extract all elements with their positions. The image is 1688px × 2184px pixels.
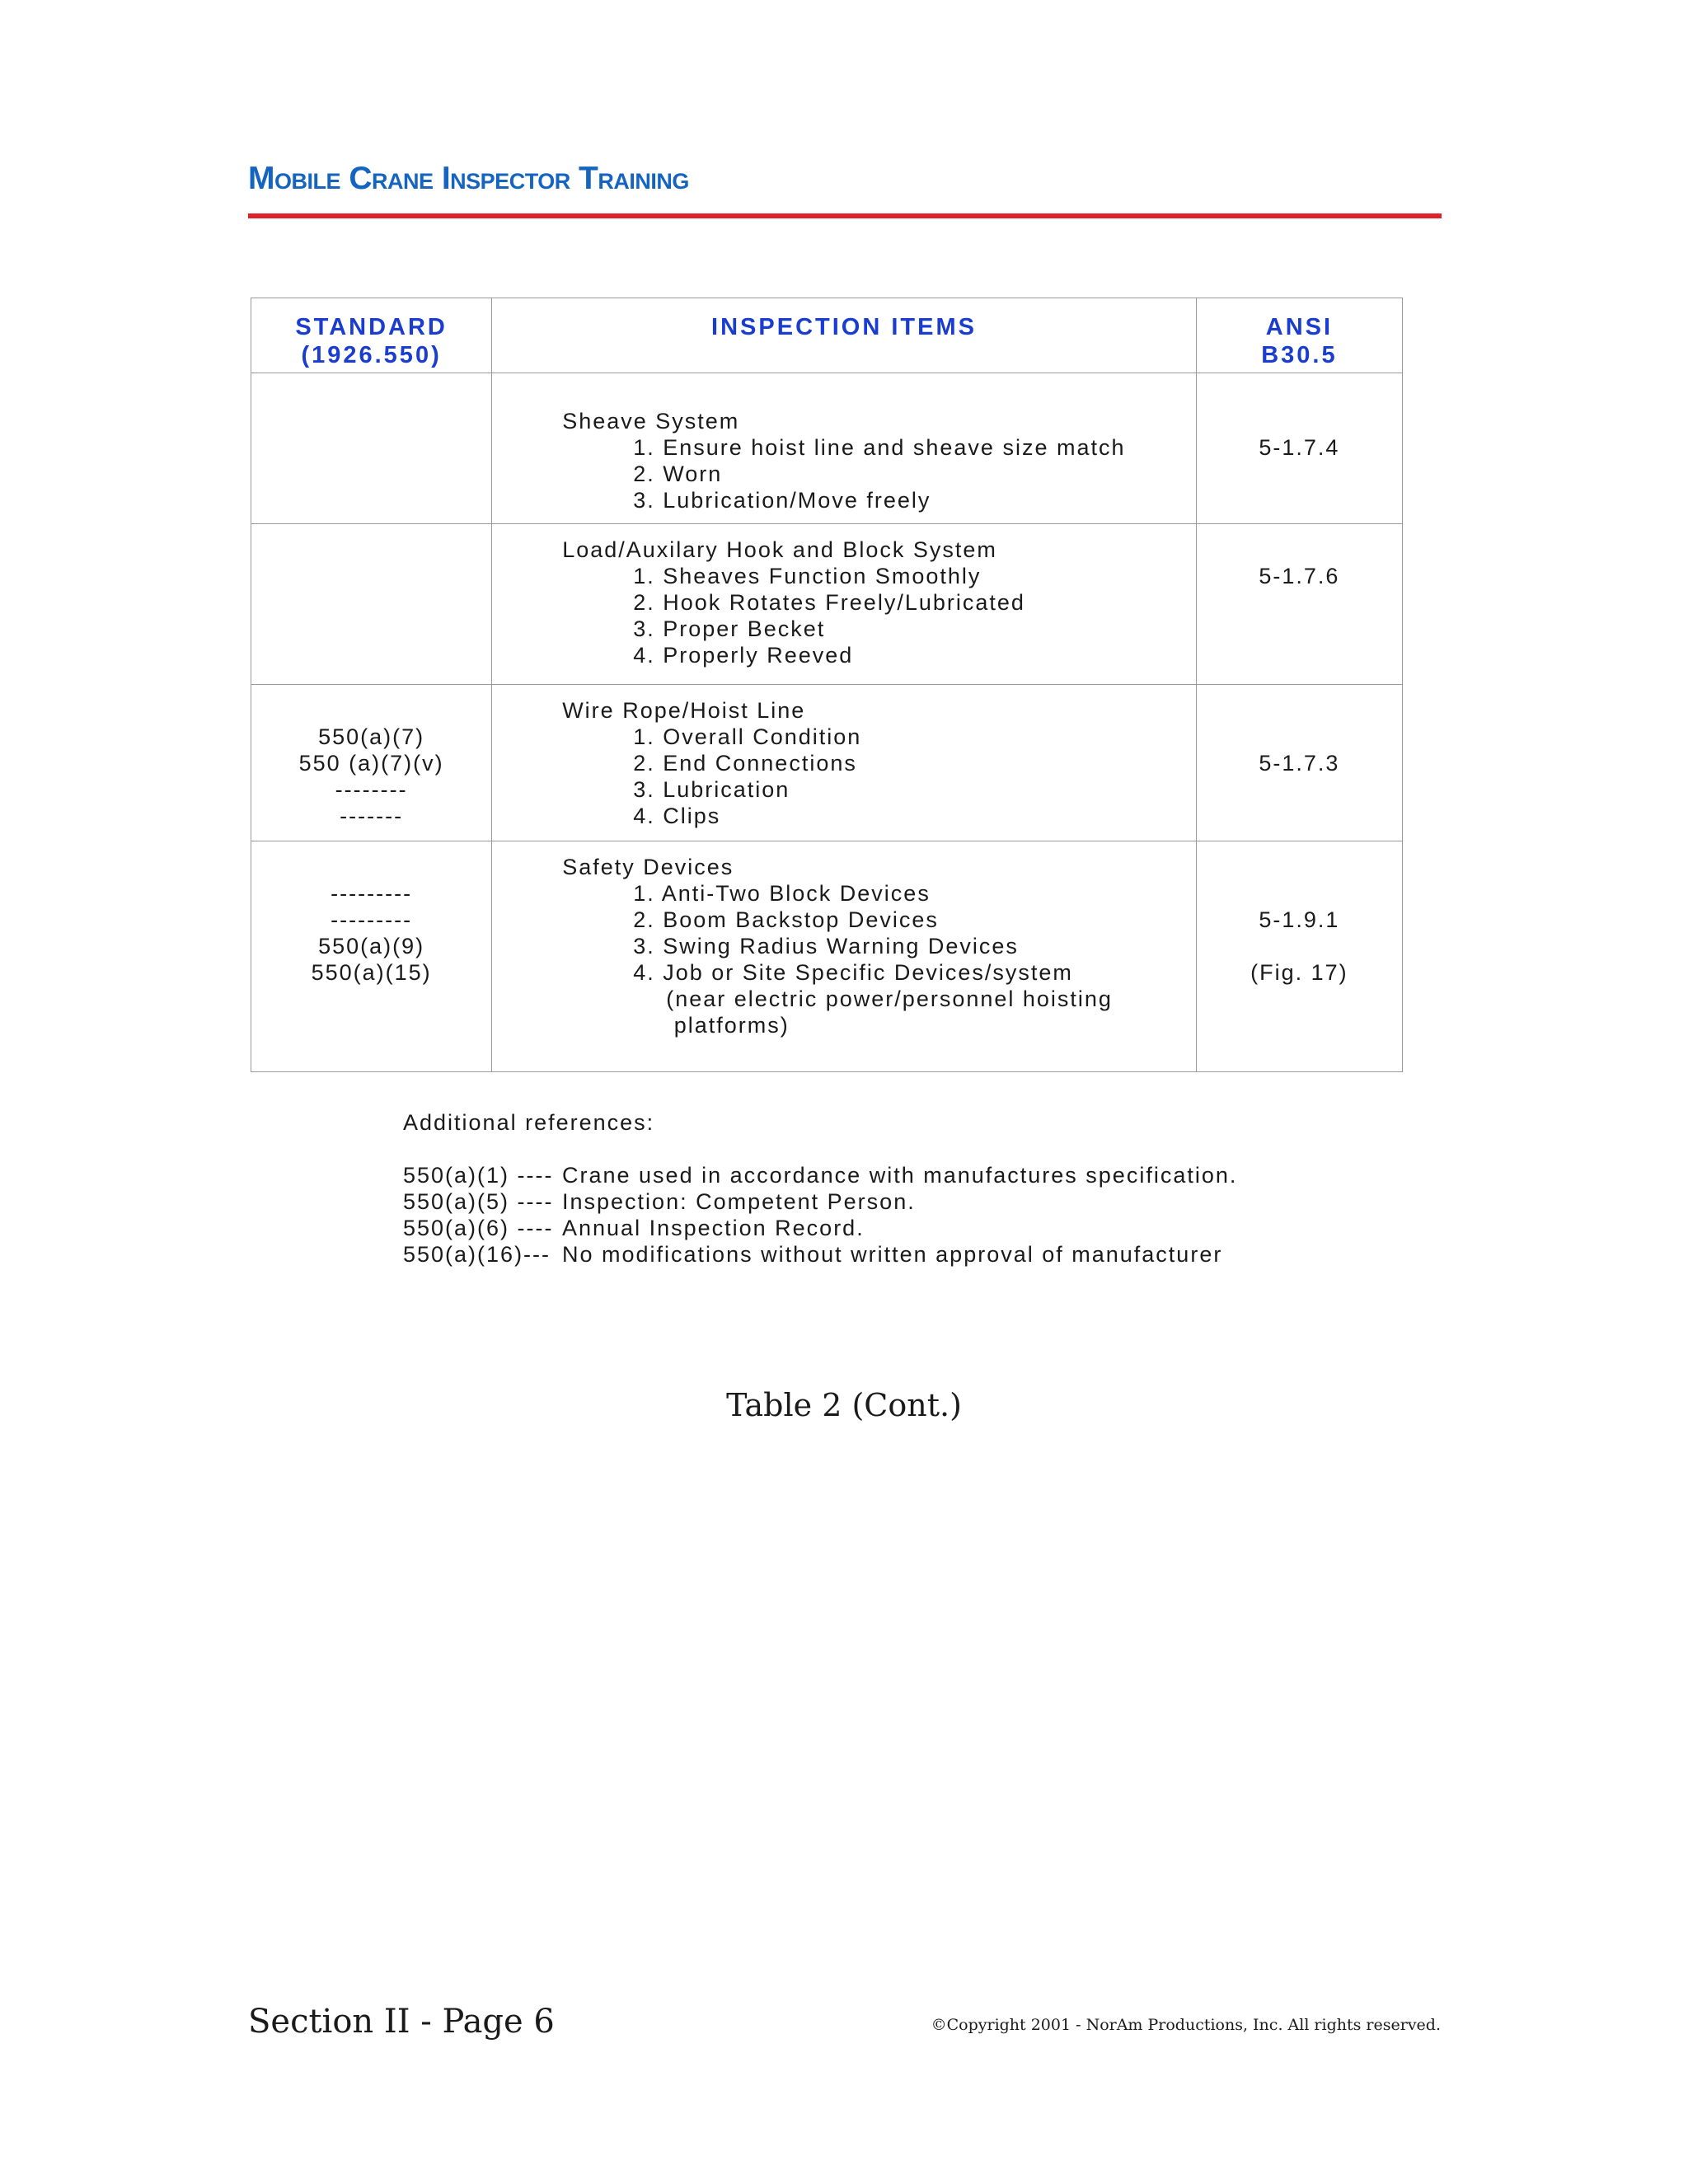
document-header-title: Mobile Crane Inspector Training: [248, 161, 689, 196]
header-standard: [251, 298, 492, 373]
reference-text: Crane used in accordance with manufactures specification.: [562, 1163, 1238, 1188]
ansi-reference: 5-1.7.3: [1259, 751, 1340, 776]
table-row: [251, 685, 1403, 841]
table-row: [251, 524, 1403, 685]
standard-reference: ---------: [331, 881, 413, 906]
additional-references: [403, 1109, 1237, 1268]
ansi-reference: 5-1.7.4: [1259, 435, 1340, 460]
standard-reference: 550 (a)(7)(v): [298, 751, 444, 776]
standard-cell: [251, 524, 492, 685]
inspection-item-note: (near electric power/personnel hoisting: [666, 987, 1113, 1011]
reference-code: 550(a)(16)---: [403, 1242, 551, 1267]
header-divider: [248, 213, 1442, 218]
standard-reference: -------: [340, 804, 404, 828]
header-standard-line1: STANDARD: [295, 314, 448, 340]
inspection-item: 1. Ensure hoist line and sheave size match: [633, 435, 1126, 460]
header-items-label: INSPECTION ITEMS: [711, 314, 977, 340]
reference-row: [403, 1188, 1237, 1215]
ansi-figure-reference: (Fig. 17): [1250, 960, 1348, 985]
item-group-title: Wire Rope/Hoist Line: [562, 698, 806, 723]
ansi-spacer: [1197, 933, 1402, 959]
header-ansi-line2: B30.5: [1261, 342, 1338, 368]
reference-row: [403, 1241, 1237, 1268]
inspection-item: 2. Boom Backstop Devices: [633, 907, 939, 932]
items-cell: [492, 685, 1197, 841]
standard-cell: [251, 373, 492, 524]
header-standard-line2: (1926.550): [301, 342, 442, 368]
additional-references-heading: Additional references:: [403, 1110, 655, 1135]
inspection-item: 4. Properly Reeved: [633, 643, 854, 668]
inspection-item: 1. Sheaves Function Smoothly: [633, 564, 982, 588]
copyright-notice: ©Copyright 2001 - NorAm Productions, Inc. All rights reserved.: [931, 2016, 1441, 2034]
standard-reference: 550(a)(7): [318, 724, 425, 749]
page-number: Section II - Page 6: [248, 2003, 555, 2041]
standard-cell: [251, 685, 492, 841]
ansi-cell: [1196, 685, 1402, 841]
standard-reference: 550(a)(9): [318, 934, 425, 958]
reference-row: [403, 1162, 1237, 1188]
ansi-cell: [1196, 841, 1402, 1072]
table-caption: Table 2 (Cont.): [726, 1387, 962, 1423]
ansi-reference: 5-1.9.1: [1259, 907, 1340, 932]
standard-cell: [251, 841, 492, 1072]
ansi-reference: 5-1.7.6: [1259, 564, 1340, 588]
items-cell: [492, 373, 1197, 524]
inspection-item: 3. Lubrication/Move freely: [633, 488, 931, 513]
items-cell: [492, 524, 1197, 685]
inspection-item: 3. Lubrication: [633, 777, 790, 802]
inspection-table: [251, 298, 1403, 1072]
inspection-item-note: platforms): [666, 1013, 790, 1038]
standard-reference: 550(a)(15): [311, 960, 432, 985]
table-row: [251, 373, 1403, 524]
inspection-item: 4. Job or Site Specific Devices/system: [633, 960, 1073, 985]
inspection-item: 3. Swing Radius Warning Devices: [633, 934, 1019, 958]
inspection-item: 2. Worn: [633, 462, 723, 486]
item-group-title: Safety Devices: [562, 855, 734, 879]
item-group-title: Sheave System: [562, 409, 740, 434]
standard-reference: --------: [335, 777, 408, 802]
reference-row: [403, 1215, 1237, 1241]
header-ansi: [1196, 298, 1402, 373]
reference-text: Inspection: Competent Person.: [562, 1189, 916, 1214]
inspection-item: 4. Clips: [633, 804, 721, 828]
header-ansi-line1: ANSI: [1265, 314, 1334, 340]
header-inspection-items: [492, 298, 1197, 373]
ansi-cell: [1196, 524, 1402, 685]
reference-text: Annual Inspection Record.: [562, 1216, 865, 1240]
inspection-item: 2. End Connections: [633, 751, 857, 776]
reference-code: 550(a)(6) ----: [403, 1216, 554, 1240]
standard-reference: ---------: [331, 907, 413, 932]
item-group-title: Load/Auxilary Hook and Block System: [562, 537, 997, 562]
items-cell: [492, 841, 1197, 1072]
ansi-cell: [1196, 373, 1402, 524]
inspection-item: 3. Proper Becket: [633, 616, 826, 641]
reference-code: 550(a)(1) ----: [403, 1163, 554, 1188]
table-header-row: [251, 298, 1403, 373]
inspection-item: 2. Hook Rotates Freely/Lubricated: [633, 590, 1025, 615]
inspection-item: 1. Anti-Two Block Devices: [633, 881, 931, 906]
inspection-item: 1. Overall Condition: [633, 724, 862, 749]
reference-code: 550(a)(5) ----: [403, 1189, 554, 1214]
reference-text: No modifications without written approval of manufacturer: [562, 1242, 1223, 1267]
table-row: [251, 841, 1403, 1072]
